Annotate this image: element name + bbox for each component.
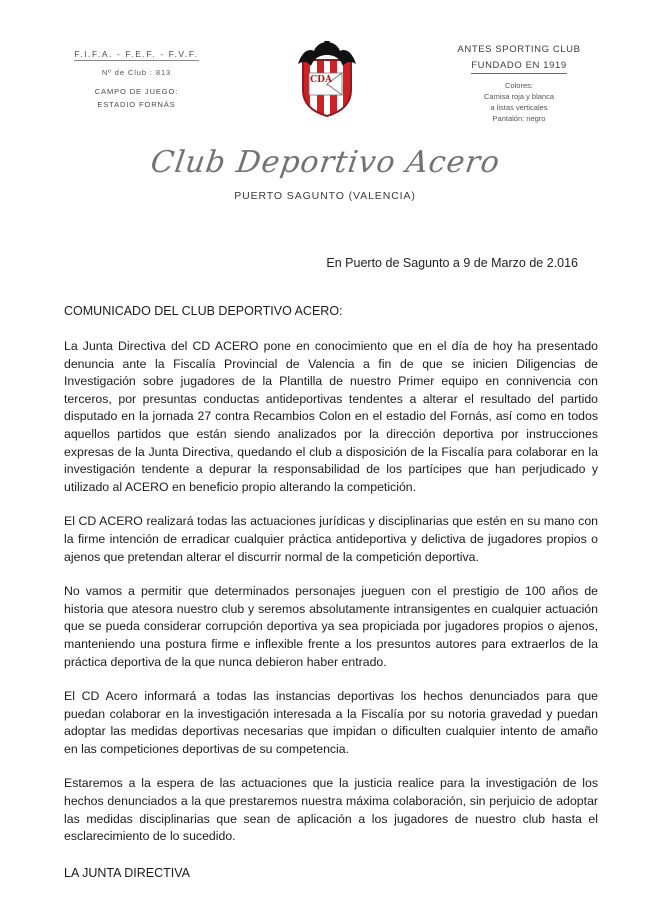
club-crest <box>287 40 367 118</box>
stadium-name: ESTADIO FORNÁS <box>97 100 176 109</box>
letter-body <box>0 304 650 880</box>
masthead <box>0 145 650 202</box>
club-script-title: Club Deportivo Acero <box>148 145 502 180</box>
letter-paragraph: El CD ACERO realizará todas las actuaciones jurídicas y disciplinarias que estén en su mano con la firme intención de erradicar cualquier práctica antideportiva y delictiva de jugadores propios o ajenos que pretendan alterar el discurrir normal de la competición deportiva. <box>64 514 598 564</box>
club-crest-icon <box>296 40 358 118</box>
color-line-shorts: Pantalón: negro <box>492 114 546 123</box>
letterhead-left-block <box>44 40 229 109</box>
club-number: Nº de Club : 813 <box>101 68 172 77</box>
colors-label: Colores: <box>505 81 533 90</box>
federation-affiliations: F.I.F.A. - F.E.F. - F.V.F. <box>74 49 199 59</box>
club-location: PUERTO SAGUNTO (VALENCIA) <box>234 190 416 202</box>
letter-paragraph: El CD Acero informará a todas las instancias deportivas los hechos denunciados para que puedan colaborar en la investigación interesada a la Fiscalía por su notoria gravedad y puedan adoptar las medidas deportivas necesarias que impidan o dificulten cualquier intento de amaño en las competiciones deportivas de su competencia. <box>64 689 598 756</box>
letter-paragraph: La Junta Directiva del CD ACERO pone en conocimiento que en el día de hoy ha presentado denuncia ante la Fiscalía Provincial de Valencia a fin de que se inicien Diligencias de Investigación sobre jugadores de la Plantilla de nuestro Primer equipo en connivencia con terceros, por presuntas conductas antideportivas tendentes a alterar el resultado del partido disputado en la jornada 27 contra Recambios Colon en el estadio del Fornás, así como en todos aquellos partidos que están siendo analizados por la dirección deportiva por instrucciones expresas de la Junta Directiva, quedando el club a disposición de la Fiscalía para colaborar en la investigación tendente a depurar la responsabilidad de los partícipes que han perjudicado y utilizado al ACERO en beneficio propio alterando la competición. <box>64 339 598 494</box>
date-line: En Puerto de Sagunto a 9 de Marzo de 2.016 <box>326 256 578 270</box>
letterhead <box>0 0 650 123</box>
color-line-shirt: Camisa roja y blanca <box>483 92 555 101</box>
svg-text:CDA: CDA <box>309 75 332 85</box>
founded-year: FUNDADO EN 1919 <box>471 60 567 74</box>
letter-subject: COMUNICADO DEL CLUB DEPORTIVO ACERO: <box>64 304 343 318</box>
color-line-stripes: a listas verticales <box>490 103 548 112</box>
letter-signoff: LA JUNTA DIRECTIVA <box>64 865 190 880</box>
field-label: CAMPO DE JUEGO: <box>94 87 179 96</box>
letter-paragraph: Estaremos a la espera de las actuaciones que la justicia realice para la investigación de los hechos denunciados a la que prestaremos nuestra máxima colaboración, sin perjuicio de adoptar las medidas disciplinarias que sean de aplicación a los jugadores de nuestro club hasta el esclarecimiento de lo sucedido. <box>64 776 598 844</box>
letter-paragraph: No vamos a permitir que determinados personajes jueguen con el prestigio de 100 años de historia que atesora nuestro club y seremos absolutamente intransigentes en cualquier actuación que se pueda considerar corrupción deportiva ya sea propiciada por jugadores propios o ajenos, manteniendo una postura firme e inflexible frente a los presuntos autores para extraerlos de la práctica deportiva de la que nunca debieron haber entrado. <box>64 584 598 669</box>
letterhead-right-block <box>424 40 614 123</box>
former-club-name: ANTES SPORTING CLUB <box>457 44 581 55</box>
